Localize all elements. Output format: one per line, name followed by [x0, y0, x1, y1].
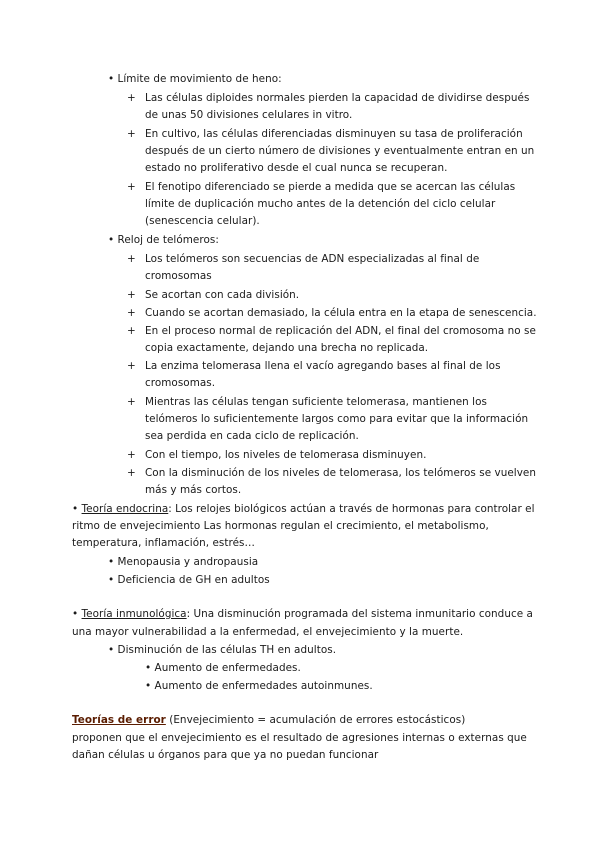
text-line: Con la disminución de los niveles de telomerasa, los telómeros se vuelven — [145, 467, 536, 479]
text-line: de unas 50 divisiones celulares in vitro. — [145, 109, 353, 121]
sub-bullet: • Deficiencia de GH en adultos — [108, 574, 270, 586]
plus-marker: + — [127, 449, 136, 461]
sub-bullet: • Disminución de las células TH en adultos. — [108, 644, 337, 656]
text-line: copia exactamente, dejando una brecha no replicada. — [145, 342, 429, 354]
sub-sub-bullet: • Aumento de enfermedades autoinmunes. — [145, 680, 373, 692]
plus-marker: + — [127, 253, 136, 265]
paragraph-endocrina — [72, 501, 535, 518]
term-teoria-endocrina: Teoría endocrina — [81, 503, 169, 515]
text-line: ritmo de envejecimiento Las hormonas regulan el crecimiento, el metabolismo, — [72, 520, 489, 532]
text-run: : Los relojes biológicos actúan a través de hormonas para controlar el — [168, 503, 535, 515]
text-line: Las células diploides normales pierden la capacidad de dividirse después — [145, 92, 530, 104]
bullet-marker: • — [72, 503, 82, 515]
heading-teorias-de-error: Teorías de error — [72, 714, 166, 726]
plus-marker: + — [127, 92, 136, 104]
sub-sub-bullet: • Aumento de enfermedades. — [145, 662, 301, 674]
text-line: Los telómeros son secuencias de ADN especializadas al final de — [145, 253, 480, 265]
text-line: cromosomas. — [145, 377, 216, 389]
text-line: En el proceso normal de replicación del ADN, el final del cromosoma no se — [145, 325, 536, 337]
text-run: : Una disminución programada del sistema inmunitario conduce a — [186, 608, 533, 620]
text-line: una mayor vulnerabilidad a la enfermedad, el envejecimiento y la muerte. — [72, 626, 464, 638]
text-line: Se acortan con cada división. — [145, 289, 300, 301]
bullet-heading-reloj: • Reloj de telómeros: — [108, 234, 219, 246]
text-line: más y más cortos. — [145, 484, 242, 496]
plus-marker: + — [127, 307, 136, 319]
text-line: proponen que el envejecimiento es el resultado de agresiones internas o externas que — [72, 732, 527, 744]
text-line: estado no proliferativo desde el cual nunca se recuperan. — [145, 162, 448, 174]
text-line: Con el tiempo, los niveles de telomerasa disminuyen. — [145, 449, 427, 461]
text-line: Mientras las células tengan suficiente telomerasa, mantienen los — [145, 396, 487, 408]
text-line: La enzima telomerasa llena el vacío agregando bases al final de los — [145, 360, 501, 372]
bullet-marker: • — [72, 608, 82, 620]
text-line: En cultivo, las células diferenciadas disminuyen su tasa de proliferación — [145, 128, 523, 140]
text-line: temperatura, inflamación, estrés… — [72, 537, 255, 549]
sub-bullet: • Menopausia y andropausia — [108, 556, 259, 568]
text-line: (senescencia celular). — [145, 215, 260, 227]
plus-marker: + — [127, 289, 136, 301]
plus-marker: + — [127, 360, 136, 372]
text-line: cromosomas — [145, 270, 212, 282]
text-line: telómeros lo suficientemente largos como para evitar que la información — [145, 413, 529, 425]
text-line: sea perdida en cada ciclo de replicación. — [145, 430, 359, 442]
plus-marker: + — [127, 467, 136, 479]
text-line: límite de duplicación mucho antes de la detención del ciclo celular — [145, 198, 496, 210]
plus-marker: + — [127, 396, 136, 408]
term-teoria-inmunologica: Teoría inmunológica — [81, 608, 187, 620]
plus-marker: + — [127, 325, 136, 337]
paragraph-teorias-error — [72, 712, 465, 729]
paragraph-inmunologica — [72, 606, 533, 623]
text-run: (Envejecimiento = acumulación de errores estocásticos) — [165, 714, 466, 726]
plus-marker: + — [127, 128, 136, 140]
text-line: El fenotipo diferenciado se pierde a medida que se acercan las células — [145, 181, 516, 193]
text-line: después de un cierto número de divisiones y eventualmente entran en un — [145, 145, 535, 157]
plus-marker: + — [127, 181, 136, 193]
text-line: Cuando se acortan demasiado, la célula entra en la etapa de senescencia. — [145, 307, 537, 319]
text-line: dañan células u órganos para que ya no puedan funcionar — [72, 749, 379, 761]
bullet-heading-limit: • Límite de movimiento de heno: — [108, 73, 282, 85]
